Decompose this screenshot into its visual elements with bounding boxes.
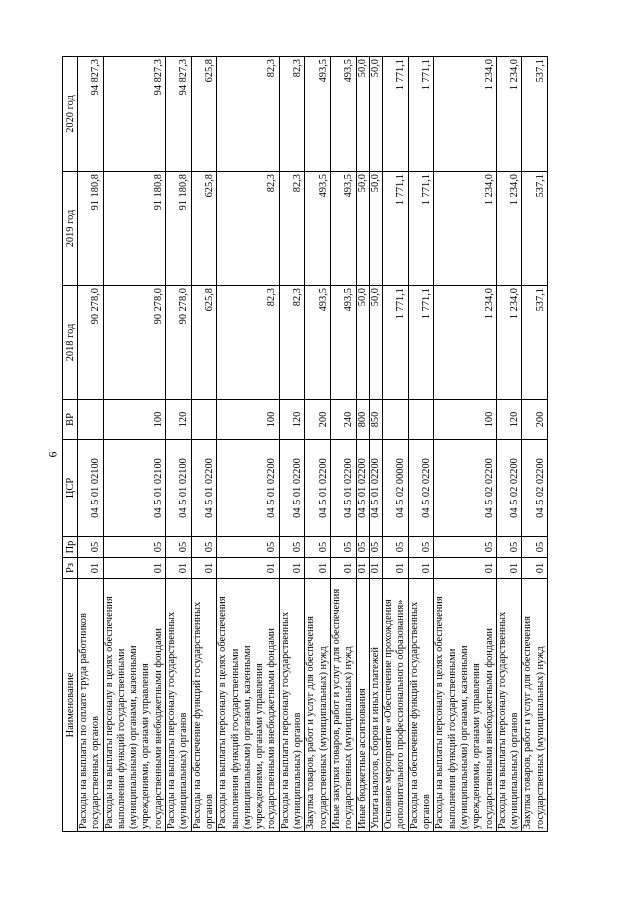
cell-2018: 90 278,0 [103,286,165,400]
cell-name: Закупка товаров, работ и услуг для обеспечения государственных (муниципальных) нужд [522,579,548,832]
cell-name: Расходы на выплаты персоналу государственных (муниципальных) органов [496,579,522,832]
header-name: Наименование [63,579,78,832]
cell-2020: 493,5 [330,57,356,172]
cell-csr: 04 5 02 02200 [522,440,548,537]
table-row [166,57,192,832]
header-vr: ВР [63,400,78,440]
table-row [356,57,369,832]
cell-rz: 01 [191,558,217,579]
cell-name: Расходы на выплаты по оплате труда работников государственных органов [78,579,104,832]
cell-csr: 04 5 02 00000 [383,440,409,537]
cell-vr: 800 [356,400,369,440]
cell-2020: 1 771,1 [383,57,409,172]
cell-csr: 04 5 01 02200 [217,440,279,537]
cell-vr: 240 [330,400,356,440]
cell-pr: 05 [434,537,496,558]
cell-pr: 05 [166,537,192,558]
cell-csr: 04 5 01 02200 [279,440,305,537]
table-row [408,57,434,832]
cell-2019: 1 234,0 [496,172,522,286]
cell-2018: 493,5 [305,286,331,400]
cell-name: Расходы на выплаты персоналу в целях обеспечения выполнения функций государственными (муниципальными) органами, казенными учреждениями, органами управления государственными внебюджетными фондами [103,579,165,832]
table-row [522,57,548,832]
cell-csr: 04 5 01 02200 [369,440,382,537]
cell-vr: 100 [434,400,496,440]
cell-name: Закупка товаров, работ и услуг для обеспечения государственных (муниципальных) нужд [305,579,331,832]
budget-table [62,56,548,832]
table-row [496,57,522,832]
cell-name: Основное мероприятие «Обеспечение прохождения дополнительного профессионального образования» [383,579,409,832]
cell-vr: 200 [522,400,548,440]
cell-2020: 82,3 [279,57,305,172]
cell-2020: 50,0 [369,57,382,172]
cell-csr: 04 5 01 02200 [191,440,217,537]
header-rz: Рз [63,558,78,579]
cell-rz: 01 [103,558,165,579]
cell-2019: 1 771,1 [383,172,409,286]
cell-pr: 05 [103,537,165,558]
cell-2018: 1 234,0 [496,286,522,400]
cell-2020: 94 827,3 [166,57,192,172]
cell-vr: 100 [217,400,279,440]
cell-pr: 05 [369,537,382,558]
cell-name: Уплата налогов, сборов и иных платежей [369,579,382,832]
cell-2018: 1 771,1 [383,286,409,400]
table-body [78,57,548,832]
cell-csr: 04 5 01 02200 [356,440,369,537]
cell-2019: 82,3 [217,172,279,286]
cell-pr: 05 [78,537,104,558]
cell-name: Расходы на выплаты персоналу в целях обеспечения выполнения функций государственными (муниципальными) органами, казенными учреждениями, органами управления государственными внебюджетными фондами [217,579,279,832]
page-number: 6 [45,451,60,458]
cell-vr: 120 [166,400,192,440]
cell-rz: 01 [434,558,496,579]
cell-pr: 05 [330,537,356,558]
header-2019: 2019 год [63,172,78,286]
cell-2019: 1 771,1 [408,172,434,286]
rotated-page-content [62,57,546,832]
cell-rz: 01 [496,558,522,579]
cell-csr: 04 5 01 02200 [305,440,331,537]
cell-2018: 82,3 [217,286,279,400]
cell-csr: 04 5 01 02100 [166,440,192,537]
cell-pr: 05 [279,537,305,558]
cell-pr: 05 [191,537,217,558]
cell-vr: 100 [103,400,165,440]
cell-pr: 05 [408,537,434,558]
cell-vr [191,400,217,440]
cell-2019: 91 180,8 [103,172,165,286]
cell-2020: 625,8 [191,57,217,172]
table-row [78,57,104,832]
cell-2019: 91 180,8 [166,172,192,286]
table-row [191,57,217,832]
table-row [434,57,496,832]
cell-pr: 05 [217,537,279,558]
table-row [369,57,382,832]
header-csr: ЦСР [63,440,78,537]
cell-pr: 05 [383,537,409,558]
cell-vr: 850 [369,400,382,440]
cell-2018: 82,3 [279,286,305,400]
cell-pr: 05 [356,537,369,558]
cell-rz: 01 [305,558,331,579]
cell-2018: 537,1 [522,286,548,400]
cell-name: Расходы на выплаты персоналу государственных (муниципальных) органов [279,579,305,832]
cell-vr [408,400,434,440]
cell-2018: 50,0 [369,286,382,400]
cell-2019: 50,0 [356,172,369,286]
cell-name: Расходы на выплаты персоналу государственных (муниципальных) органов [166,579,192,832]
cell-2018: 90 278,0 [78,286,104,400]
cell-csr: 04 5 02 02200 [434,440,496,537]
header-2020: 2020 год [63,57,78,172]
cell-vr: 200 [305,400,331,440]
cell-2019: 82,3 [279,172,305,286]
cell-name: Расходы на обеспечение функций государственных органов [408,579,434,832]
cell-rz: 01 [369,558,382,579]
cell-csr: 04 5 02 02200 [496,440,522,537]
cell-rz: 01 [383,558,409,579]
cell-2020: 94 827,3 [78,57,104,172]
cell-2020: 50,0 [356,57,369,172]
cell-2019: 537,1 [522,172,548,286]
cell-2018: 625,8 [191,286,217,400]
cell-2019: 625,8 [191,172,217,286]
cell-2018: 50,0 [356,286,369,400]
cell-2018: 1 234,0 [434,286,496,400]
cell-name: Иные бюджетные ассигнования [356,579,369,832]
cell-2020: 493,5 [305,57,331,172]
cell-name: Расходы на обеспечение функций государственных органов [191,579,217,832]
cell-2020: 1 234,0 [434,57,496,172]
cell-pr: 05 [496,537,522,558]
cell-rz: 01 [408,558,434,579]
cell-2020: 82,3 [217,57,279,172]
cell-name: Иные закупки товаров, работ и услуг для обеспечения государственных (муниципальных) нужд [330,579,356,832]
cell-2020: 94 827,3 [103,57,165,172]
cell-pr: 05 [522,537,548,558]
table-row [217,57,279,832]
cell-vr: 120 [496,400,522,440]
cell-vr [383,400,409,440]
table-row [103,57,165,832]
cell-pr: 05 [305,537,331,558]
table-header-row [63,57,78,832]
cell-2020: 537,1 [522,57,548,172]
cell-2019: 493,5 [305,172,331,286]
cell-2019: 91 180,8 [78,172,104,286]
cell-rz: 01 [166,558,192,579]
table-row [330,57,356,832]
cell-rz: 01 [330,558,356,579]
table-row [383,57,409,832]
cell-2020: 1 234,0 [496,57,522,172]
cell-2019: 1 234,0 [434,172,496,286]
cell-csr: 04 5 01 02200 [330,440,356,537]
cell-rz: 01 [78,558,104,579]
table-row [305,57,331,832]
cell-name: Расходы на выплаты персоналу в целях обеспечения выполнения функций государственными (муниципальными) органами, казенными учреждениями, органами управления государственными внебюджетными фондами [434,579,496,832]
cell-vr: 120 [279,400,305,440]
header-2018: 2018 год [63,286,78,400]
cell-2020: 1 771,1 [408,57,434,172]
cell-csr: 04 5 02 02200 [408,440,434,537]
table-row [279,57,305,832]
cell-rz: 01 [217,558,279,579]
cell-2018: 493,5 [330,286,356,400]
cell-2019: 493,5 [330,172,356,286]
cell-vr [78,400,104,440]
cell-rz: 01 [356,558,369,579]
cell-rz: 01 [279,558,305,579]
cell-2018: 90 278,0 [166,286,192,400]
cell-csr: 04 5 01 02100 [78,440,104,537]
cell-2019: 50,0 [369,172,382,286]
cell-2018: 1 771,1 [408,286,434,400]
cell-csr: 04 5 01 02100 [103,440,165,537]
header-pr: Пр [63,537,78,558]
cell-rz: 01 [522,558,548,579]
